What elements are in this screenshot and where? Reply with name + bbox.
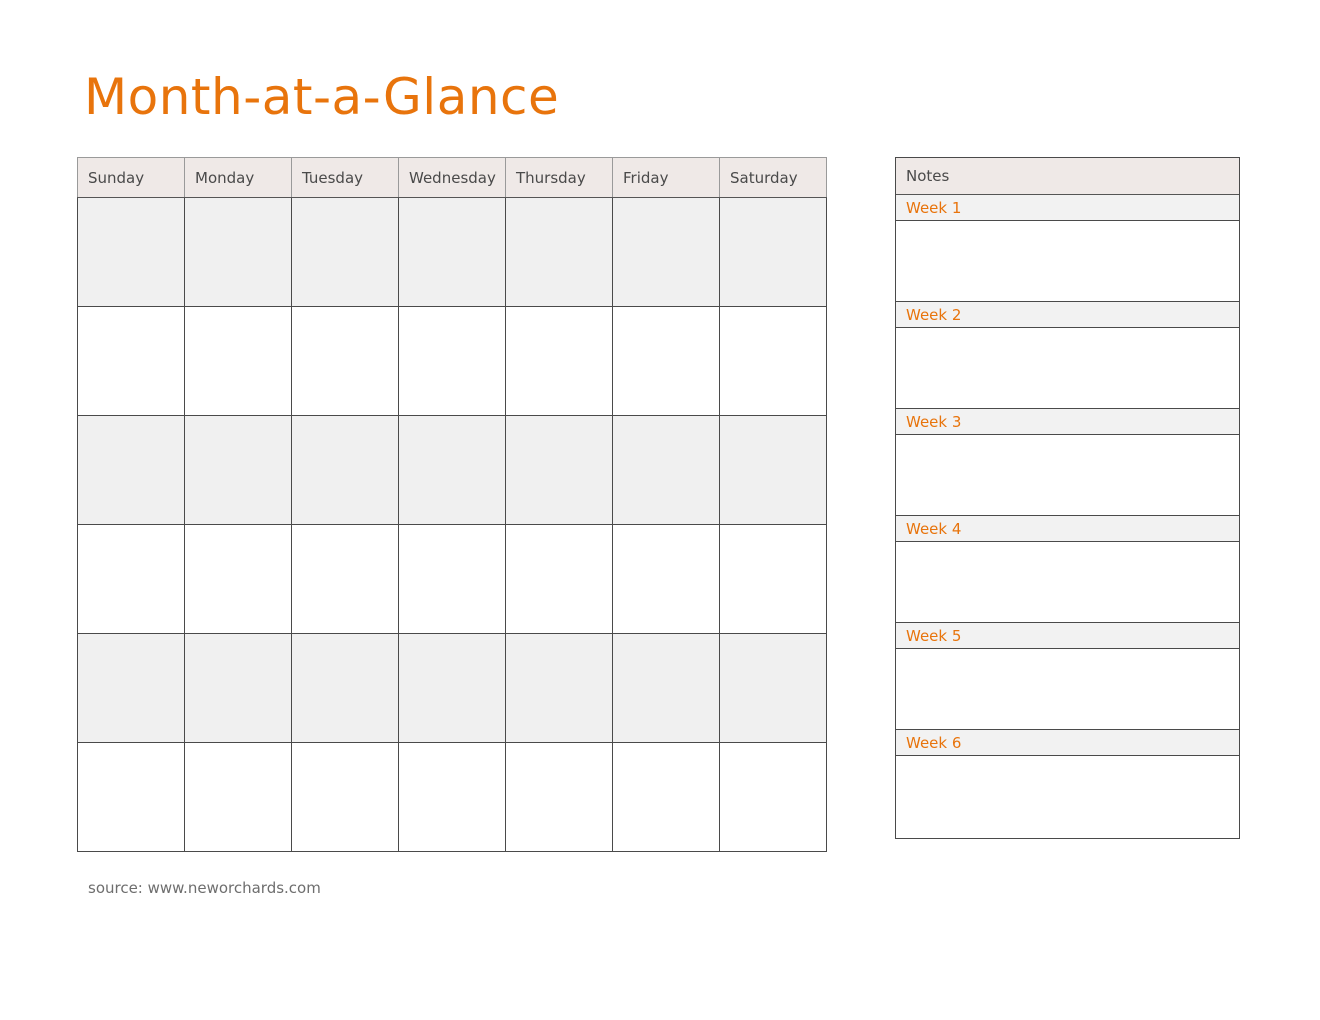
calendar-week-row [78, 198, 827, 307]
notes-week-field[interactable] [896, 435, 1239, 516]
calendar-day-cell[interactable] [720, 743, 827, 852]
calendar-day-cell[interactable] [78, 525, 185, 634]
calendar-week-row [78, 743, 827, 852]
notes-week-block [896, 409, 1239, 516]
page-title: Month-at-a-Glance [84, 68, 560, 126]
day-header-thursday: Thursday [506, 158, 613, 198]
calendar-day-cell[interactable] [292, 525, 399, 634]
day-header-monday: Monday [185, 158, 292, 198]
day-header-tuesday: Tuesday [292, 158, 399, 198]
calendar-day-cell[interactable] [292, 416, 399, 525]
notes-week-field[interactable] [896, 328, 1239, 409]
calendar-day-cell[interactable] [185, 743, 292, 852]
calendar-day-cell[interactable] [399, 307, 506, 416]
calendar-day-cell[interactable] [506, 743, 613, 852]
notes-week-block [896, 623, 1239, 730]
notes-week-label: Week 6 [896, 730, 1239, 756]
calendar-day-cell[interactable] [613, 525, 720, 634]
calendar-week-row [78, 634, 827, 743]
calendar-day-cell[interactable] [720, 634, 827, 743]
calendar-day-cell[interactable] [720, 416, 827, 525]
calendar-day-cell[interactable] [185, 634, 292, 743]
calendar-day-cell[interactable] [78, 416, 185, 525]
calendar-week-row [78, 525, 827, 634]
calendar-day-cell[interactable] [613, 198, 720, 307]
day-header-saturday: Saturday [720, 158, 827, 198]
calendar-day-cell[interactable] [399, 525, 506, 634]
notes-week-field[interactable] [896, 756, 1239, 838]
source-credit: source: www.neworchards.com [88, 879, 321, 897]
notes-week-label: Week 3 [896, 409, 1239, 435]
calendar-day-cell[interactable] [613, 307, 720, 416]
calendar-day-cell[interactable] [185, 416, 292, 525]
calendar-day-cell[interactable] [292, 307, 399, 416]
calendar-day-cell[interactable] [78, 634, 185, 743]
calendar-day-cell[interactable] [399, 743, 506, 852]
notes-week-block [896, 516, 1239, 623]
notes-header: Notes [896, 158, 1239, 195]
notes-week-block [896, 302, 1239, 409]
calendar-day-cell[interactable] [185, 307, 292, 416]
calendar-day-cell[interactable] [613, 416, 720, 525]
notes-week-block [896, 730, 1239, 838]
notes-week-label: Week 4 [896, 516, 1239, 542]
calendar-day-cell[interactable] [506, 416, 613, 525]
notes-week-label: Week 1 [896, 195, 1239, 221]
calendar-day-cell[interactable] [613, 743, 720, 852]
day-header-friday: Friday [613, 158, 720, 198]
month-calendar-table [77, 157, 827, 852]
calendar-day-cell[interactable] [720, 198, 827, 307]
calendar-day-cell[interactable] [613, 634, 720, 743]
day-header-wednesday: Wednesday [399, 158, 506, 198]
calendar-day-cell[interactable] [78, 307, 185, 416]
calendar-day-cell[interactable] [506, 198, 613, 307]
calendar-day-cell[interactable] [720, 525, 827, 634]
calendar-day-cell[interactable] [292, 198, 399, 307]
calendar-day-cell[interactable] [292, 743, 399, 852]
notes-week-field[interactable] [896, 542, 1239, 623]
notes-week-label: Week 5 [896, 623, 1239, 649]
calendar-day-cell[interactable] [720, 307, 827, 416]
calendar-day-cell[interactable] [506, 634, 613, 743]
calendar-day-cell[interactable] [399, 416, 506, 525]
calendar-day-cell[interactable] [399, 634, 506, 743]
notes-week-label: Week 2 [896, 302, 1239, 328]
calendar-week-row [78, 416, 827, 525]
notes-week-block [896, 195, 1239, 302]
calendar-week-row [78, 307, 827, 416]
calendar-day-cell[interactable] [399, 198, 506, 307]
calendar-day-cell[interactable] [185, 525, 292, 634]
day-header-sunday: Sunday [78, 158, 185, 198]
calendar-day-cell[interactable] [78, 743, 185, 852]
notes-week-field[interactable] [896, 221, 1239, 302]
calendar-day-cell[interactable] [185, 198, 292, 307]
calendar-day-cell[interactable] [78, 198, 185, 307]
notes-panel [895, 157, 1240, 839]
calendar-header-row [78, 158, 827, 198]
notes-week-field[interactable] [896, 649, 1239, 730]
calendar-day-cell[interactable] [506, 307, 613, 416]
calendar-day-cell[interactable] [506, 525, 613, 634]
calendar-day-cell[interactable] [292, 634, 399, 743]
